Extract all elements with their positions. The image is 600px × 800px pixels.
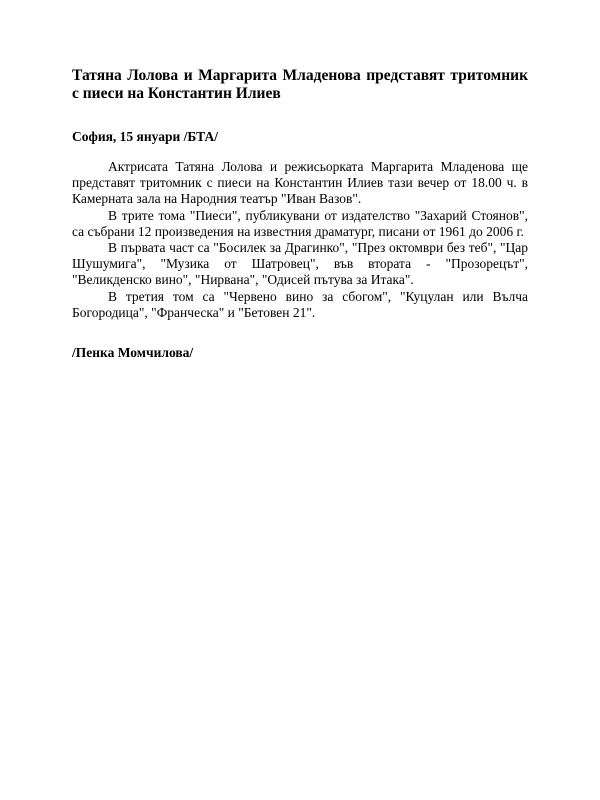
dateline: София, 15 януари /БТА/ [72, 129, 218, 144]
article-body [72, 159, 528, 321]
paragraph: В третия том са "Червено вино за сбогом", "Куцулан или Вълча Богородица", "Франческа" и "Бетовен 21". [72, 288, 528, 320]
headline: Татяна Лолова и Маргарита Младенова представят тритомник с пиеси на Константин Илиев [72, 67, 528, 102]
author-byline: /Пенка Момчилова/ [72, 345, 194, 360]
paragraph: В трите тома "Пиеси", публикувани от издателство "Захарий Стоянов", са събрани 12 произведения на известния драматург, писани от 1961 до 2006 г. [72, 207, 528, 239]
paragraph: Актрисата Татяна Лолова и режисьорката Маргарита Младенова ще представят тритомник с пиеси на Константин Илиев тази вечер от 18.00 ч. в Камерната зала на Народния театър "Иван Вазов". [72, 159, 528, 207]
paragraph: В първата част са "Босилек за Драгинко", "През октомври без теб", "Цар Шушумига", "Музика от Шатровец", във втората - "Прозорецът", "Великденско вино", "Нирвана", "Одисей пътува за Итака". [72, 240, 528, 288]
